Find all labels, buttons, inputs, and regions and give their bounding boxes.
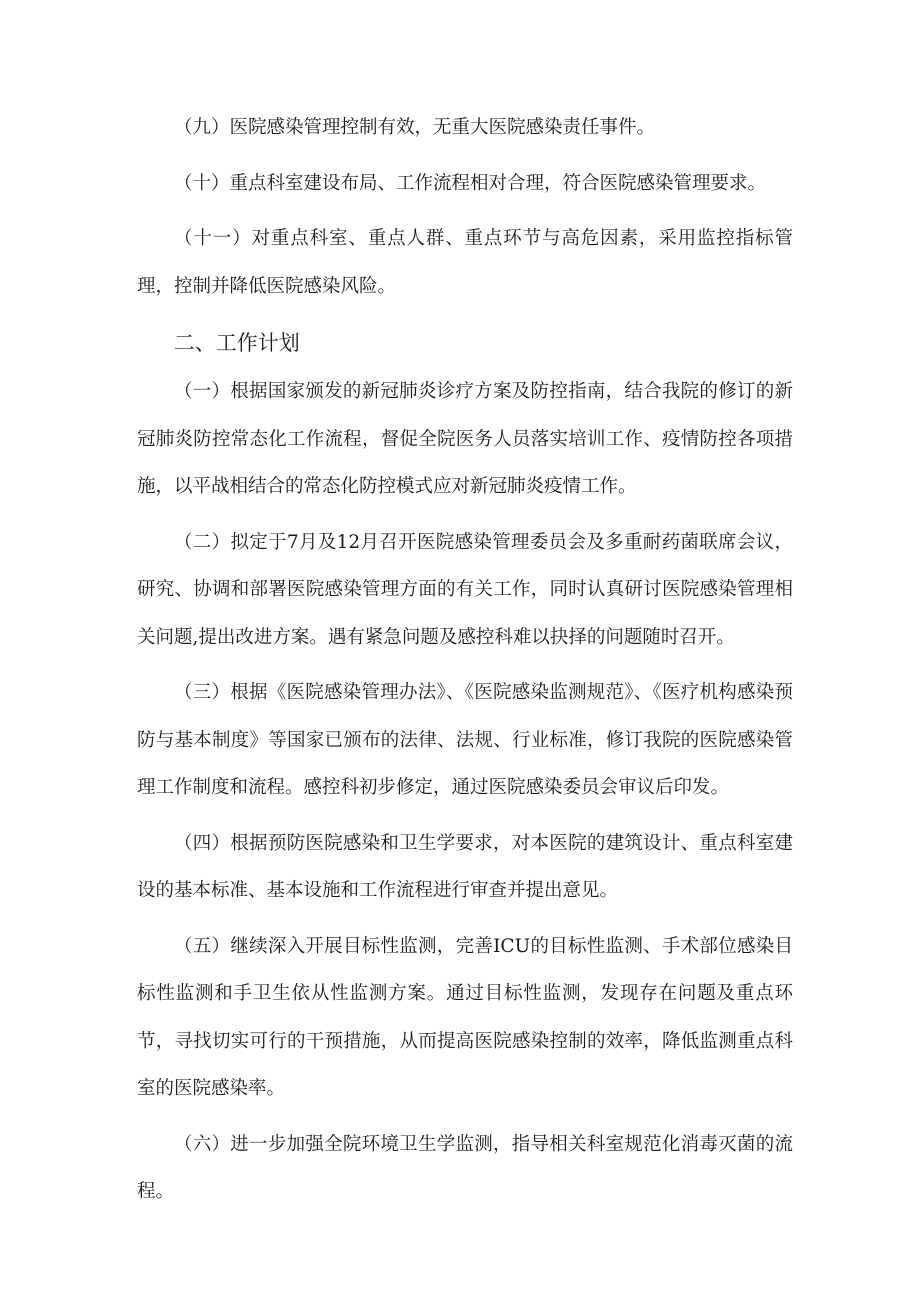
plan-paragraph-3: （三）根据《医院感染管理办法》、《医院感染监测规范》、《医疗机构感染预防与基本制度》等国家已颁布的法律、法规、行业标准，修订我院的医院感染管理工作制度和流程。感控科初步修定，通过医院感染委员会审议后印发。 (137, 682, 793, 798)
plan-paragraph-4: （四）根据预防医院感染和卫生学要求，对本医院的建筑设计、重点科室建设的基本标准、基本设施和工作流程进行审查并提出意见。 (137, 832, 793, 901)
section-heading-work-plan: 二、工作计划 (173, 331, 300, 355)
document-body (137, 104, 793, 1216)
paragraph-item-9: （九）医院感染管理控制有效，无重大医院感染责任事件。 (174, 117, 656, 138)
paragraph-item-11: （十一）对重点科室、重点人群、重点环节与高危因素，采用监控指标管理，控制并降低医院感染风险。 (137, 228, 793, 297)
paragraph-item-10: （十）重点科室建设布局、工作流程相对合理，符合医院感染管理要求。 (174, 172, 767, 194)
plan-paragraph-5: （五）继续深入开展目标性监测，完善ICU的目标性监测、手术部位感染目标性监测和手卫生依从性监测方案。通过目标性监测，发现存在问题及重点环节，寻找切实可行的干预措施，从而提高医院感染控制的效率，降低监测重点科室的医院感染率。 (137, 935, 793, 1099)
plan-paragraph-2: （二）拟定于7月及12月召开医院感染管理委员会及多重耐药菌联席会议，研究、协调和部署医院感染管理方面的有关工作，同时认真研讨医院感染管理相关问题,提出改进方案。遇有紧急问题及感控科难以抉择的问题随时召开。 (137, 531, 793, 648)
plan-paragraph-1: （一）根据国家颁发的新冠肺炎诊疗方案及防控指南，结合我院的修订的新冠肺炎防控常态化工作流程，督促全院医务人员落实培训工作、疫情防控各项措施，以平战相结合的常态化防控模式应对新冠肺炎疫情工作。 (137, 381, 793, 497)
plan-paragraph-6: （六）进一步加强全院环境卫生学监测，指导相关科室规范化消毒灭菌的流程。 (137, 1133, 793, 1202)
